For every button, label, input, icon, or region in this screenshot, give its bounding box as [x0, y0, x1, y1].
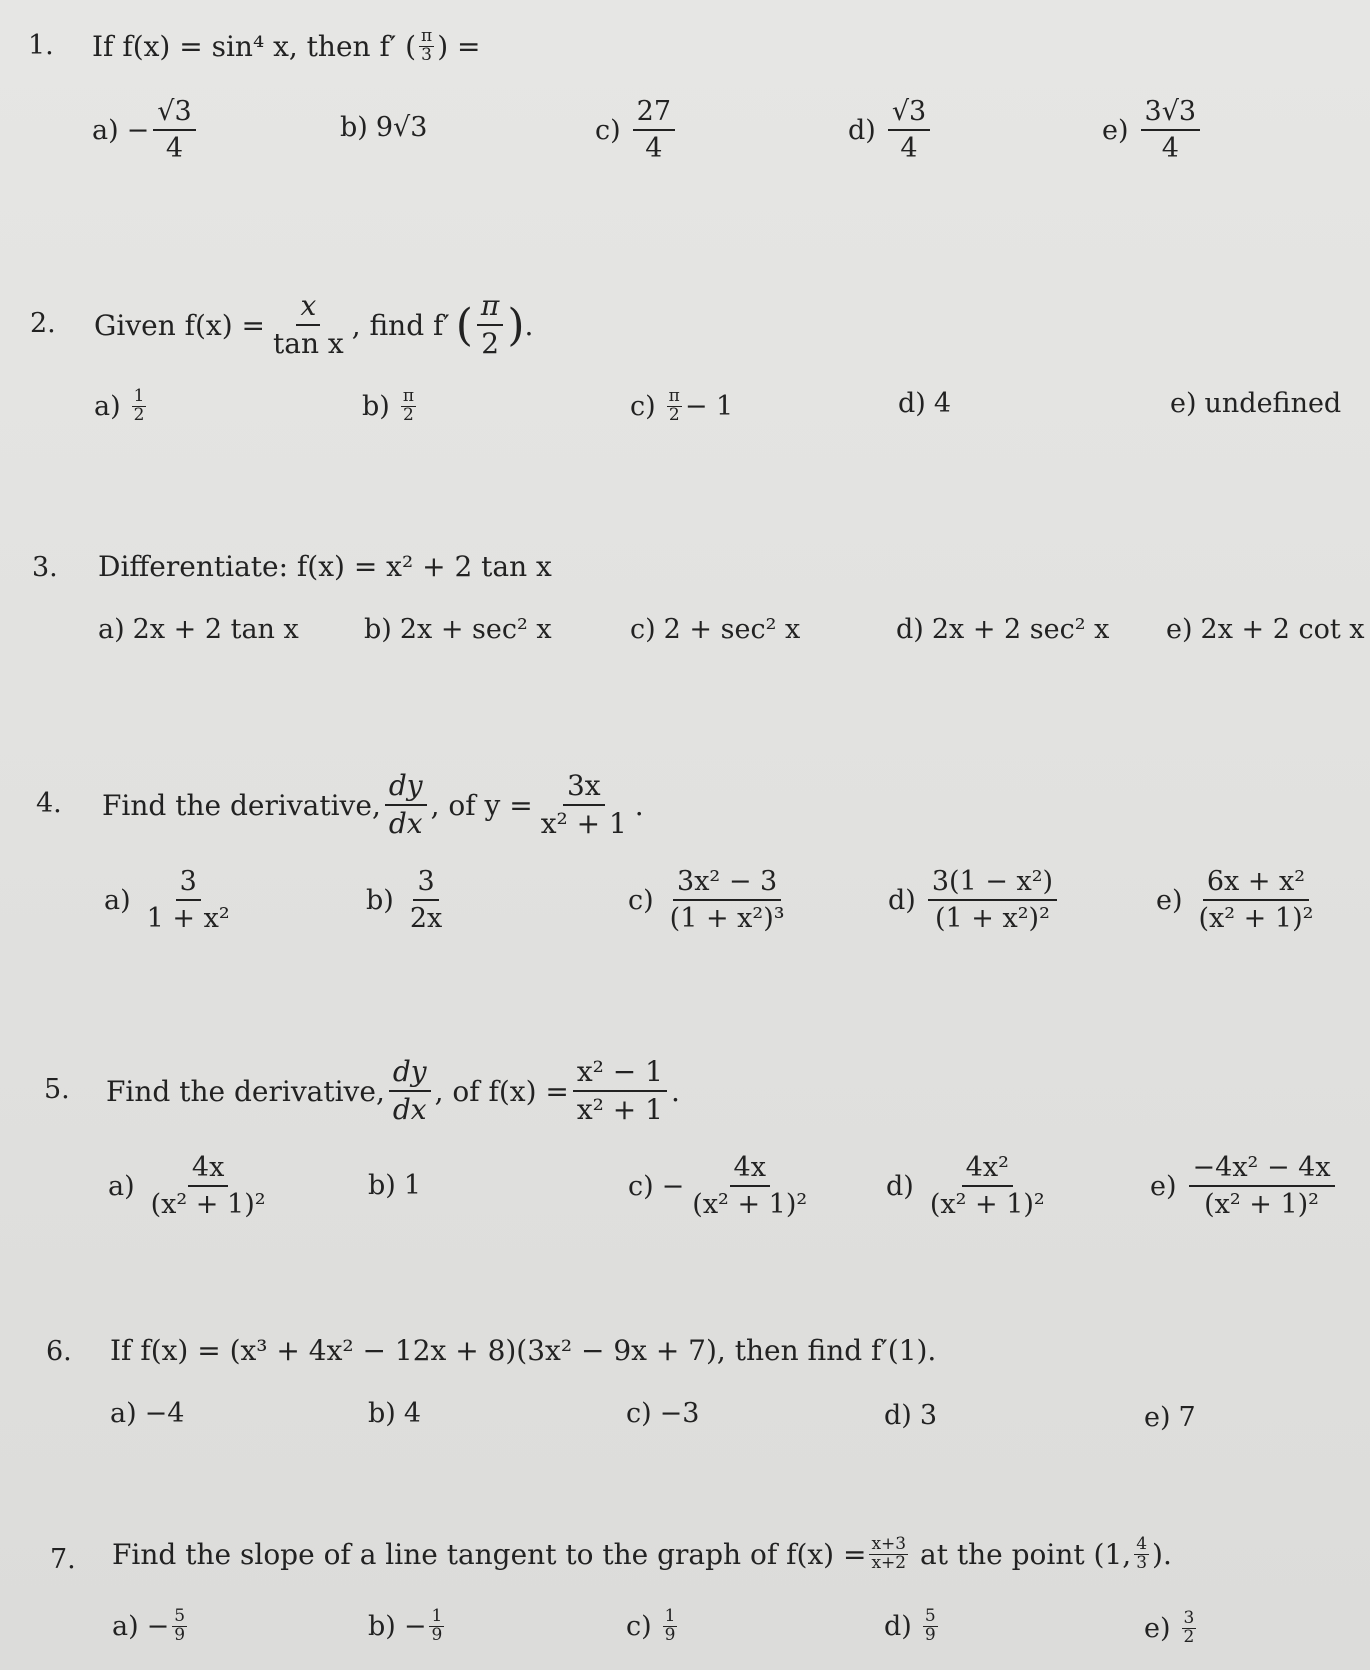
choice-label: a) — [92, 114, 119, 146]
choice-e[interactable]: e) undefined — [1170, 388, 1342, 419]
choice-label: a) — [94, 390, 121, 422]
choice-b[interactable] — [362, 388, 419, 425]
fraction: $\frac{dy}{dx}$ — [385, 770, 427, 840]
choice-e[interactable]: e) 7 — [1144, 1402, 1196, 1433]
question-number: 7. — [50, 1544, 76, 1575]
choice-c[interactable] — [626, 1608, 680, 1645]
choice-c[interactable]: c) π 2 − 1 — [630, 386, 734, 425]
choice-b[interactable] — [366, 866, 450, 934]
choice-e[interactable] — [1150, 1152, 1339, 1220]
question-stem: If f(x) = (x³ + 4x² − 12x + 8)(3x² − 9x + 7), then find f′(1). — [110, 1334, 937, 1367]
choice-label: c) — [626, 1610, 652, 1642]
choice-label: a) — [110, 1398, 137, 1429]
choice-a[interactable]: a) −4 — [110, 1398, 185, 1429]
choice-label: b) — [368, 1610, 396, 1642]
choice-label: d) — [848, 114, 876, 146]
question-stem: Differentiate: f(x) = x² + 2 tan x — [98, 550, 552, 583]
fraction: $\frac{1}{9}$ — [431, 1606, 443, 1645]
fraction: $\frac{\pi}{2}$ — [477, 290, 503, 360]
question-stem: Find the derivative, $\frac{dy}{dx}$ , of y = $\frac{3x}{\text{x² + 1}}$ . — [102, 769, 644, 841]
choice-label: e) — [1156, 884, 1183, 916]
choice-c[interactable]: c) −3 — [626, 1398, 700, 1429]
choice-label: b) — [366, 884, 394, 916]
fraction: $\frac{√3}{4}$ — [153, 96, 195, 164]
fraction: 4 3 — [1136, 1534, 1148, 1573]
choice-label: a) — [108, 1170, 135, 1202]
choice-d[interactable]: d) 2x + 2 sec² x — [896, 614, 1110, 645]
fraction: $\frac{√3}{4}$ — [888, 96, 930, 164]
fraction: $\frac{\text{4x²}}{\text{(x² + 1)²}}$ — [929, 1152, 1045, 1221]
fraction: $\frac{dy}{dx}$ — [389, 1056, 431, 1126]
fraction: 1 2 — [133, 386, 145, 425]
choice-label: d) — [888, 884, 916, 916]
question-stem: Given f(x) = $\frac{x}{\text{tan x}}$ , find f′ ( $\frac{\pi}{2}$ ) . — [94, 289, 534, 361]
choice-d[interactable] — [886, 1152, 1053, 1220]
choice-label: e) — [1150, 1170, 1177, 1202]
choice-label: c) — [626, 1398, 652, 1429]
question-number: 1. — [28, 30, 54, 61]
fraction: 1 9 — [664, 1606, 676, 1645]
choice-label: e) — [1170, 388, 1197, 419]
fraction: $\frac{\text{x² − 1}}{\text{x² + 1}}$ — [573, 1056, 667, 1126]
choice-d[interactable]: d) 3 — [884, 1400, 938, 1431]
question-number: 5. — [44, 1074, 70, 1105]
choice-a[interactable] — [104, 866, 238, 934]
question-stem: If f(x) = sin⁴ x, then f′ ( π 3 ) = — [92, 26, 481, 65]
fraction: $\frac{\text{3(1 − x²)}}{\text{(1 + x²)²}}$ — [928, 866, 1057, 934]
fraction: 5 9 — [924, 1606, 936, 1645]
choice-label: d) — [884, 1400, 912, 1431]
choice-label: e) — [1102, 114, 1129, 146]
choice-d[interactable] — [888, 866, 1061, 934]
question-number: 6. — [46, 1336, 72, 1367]
fraction: 3 2 — [1183, 1608, 1195, 1647]
choice-label: c) — [630, 614, 656, 645]
choice-d[interactable] — [848, 96, 934, 164]
choice-b[interactable]: b) 1 — [368, 1170, 422, 1201]
choice-e[interactable] — [1144, 1610, 1199, 1647]
choice-e[interactable] — [1102, 96, 1204, 164]
choice-label: e) — [1144, 1612, 1171, 1644]
choice-c[interactable]: c) 2 + sec² x — [630, 614, 801, 645]
fraction: $\frac{x+3}{x+2}$ — [871, 1534, 907, 1573]
choice-a[interactable]: a) − $\frac{√3}{4}$ — [92, 96, 200, 164]
choice-label: b) — [368, 1398, 396, 1429]
fraction: $\frac{27}{4}$ — [633, 96, 675, 164]
question-stem: Find the derivative, $\frac{dy}{dx}$ , of f(x) = $\frac{\text{x² − 1}}{\text{x² + 1}}$ . — [106, 1055, 680, 1127]
choice-label: c) — [630, 390, 656, 422]
question-number: 2. — [30, 308, 56, 339]
choice-label: e) — [1166, 614, 1193, 645]
choice-label: d) — [898, 388, 926, 419]
choice-a[interactable]: a) − $\frac{5}{9}$ — [112, 1606, 186, 1645]
choice-label: a) — [104, 884, 131, 916]
choice-label: c) — [628, 884, 654, 916]
choice-label: b) — [368, 1170, 396, 1201]
choice-b[interactable]: b) 4 — [368, 1398, 422, 1429]
choice-label: b) — [364, 614, 392, 645]
choice-d[interactable]: d) 4 — [898, 388, 952, 419]
fraction: $\frac{4x}{\text{(x² + 1)²}}$ — [150, 1152, 266, 1221]
fraction: $\frac{x}{\text{tan x}}$ — [273, 289, 344, 361]
fraction: $\frac{\text{6x + x²}}{\text{(x² + 1)²}}$ — [1198, 866, 1314, 935]
fraction: $\frac{3}{\text{1 + x²}}$ — [146, 866, 230, 935]
choice-a[interactable] — [94, 388, 149, 425]
choice-label: d) — [896, 614, 924, 645]
choice-label: b) — [340, 112, 368, 143]
fraction: π 2 — [402, 386, 415, 425]
choice-label: e) — [1144, 1402, 1171, 1433]
question-number: 4. — [36, 788, 62, 819]
choice-a[interactable] — [108, 1152, 274, 1220]
choice-label: d) — [884, 1610, 912, 1642]
question-stem: Find the slope of a line tangent to the graph of f(x) = $\frac{x+3}{x+2}$ at the point (1, 4 3 ). — [112, 1534, 1172, 1573]
choice-a[interactable]: a) 2x + 2 tan x — [98, 614, 299, 645]
choice-label: b) — [362, 390, 390, 422]
fraction: π 2 — [668, 386, 680, 425]
choice-label: a) — [112, 1610, 139, 1642]
choice-e[interactable]: e) 2x + 2 cot x — [1166, 614, 1365, 645]
fraction: π 3 — [421, 26, 433, 65]
choice-label: c) — [595, 114, 621, 146]
choice-e[interactable] — [1156, 866, 1321, 934]
choice-d[interactable] — [884, 1608, 941, 1645]
fraction: $\frac{3√3}{4}$ — [1141, 96, 1201, 164]
fraction: $\frac{5}{9}$ — [174, 1606, 186, 1645]
fraction: $\frac{3}{2x}$ — [409, 866, 443, 935]
fraction: $\frac{\text{3x² − 3}}{\text{(1 + x²)³}}$ — [669, 866, 785, 935]
choice-b[interactable]: b) 2x + sec² x — [364, 614, 552, 645]
fraction: $\frac{3x}{\text{x² + 1}}$ — [540, 769, 627, 841]
choice-label: a) — [98, 614, 125, 645]
choice-b[interactable]: b) 9√3 — [340, 112, 428, 143]
choice-label: d) — [886, 1170, 914, 1202]
choice-label: c) — [628, 1170, 654, 1202]
fraction: $\frac{\text{−4x² − 4x}}{\text{(x² + 1)²}}$ — [1189, 1152, 1335, 1220]
fraction: $\frac{4x}{\text{(x² + 1)²}}$ — [692, 1152, 808, 1221]
choice-c[interactable] — [595, 96, 679, 164]
choice-b[interactable]: b) − $\frac{1}{9}$ — [368, 1606, 443, 1645]
choice-c[interactable]: c) − $\frac{4x}{\text{(x² + 1)²}}$ — [628, 1152, 815, 1220]
choice-c[interactable] — [628, 866, 793, 934]
question-number: 3. — [32, 552, 58, 583]
